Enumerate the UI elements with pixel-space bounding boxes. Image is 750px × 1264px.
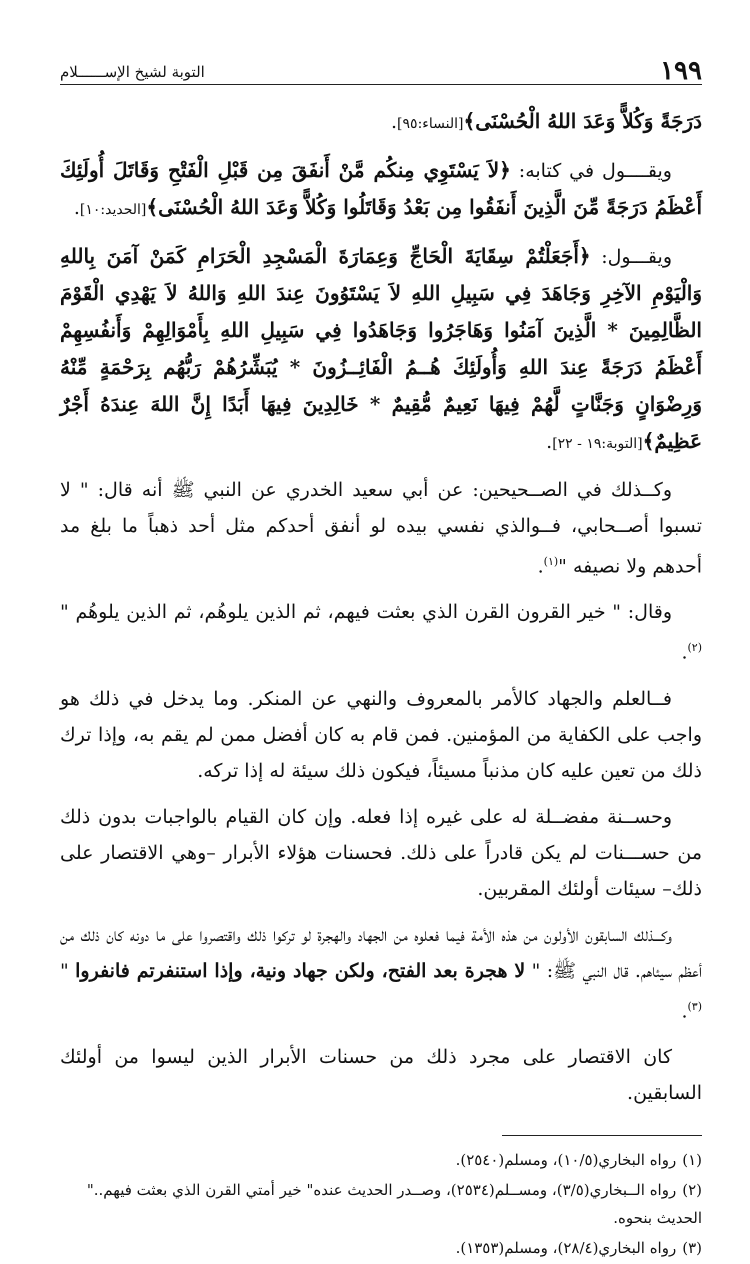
page-header — [60, 50, 702, 85]
paragraph-text: وكـــذلك السابقون الأولون من هذه الأمة فيما فعلوه من الجهاد والهجرة لو تركوا ذلك واقتصروا على ما دونه كان ذلك من أعظم سيئاهم. قال النبي ﷺ: " — [60, 923, 703, 982]
paragraph-text: كان الاقتصار على مجرد ذلك من حسنات الأبرار الذين ليسوا من أولئك السابقين. — [60, 1045, 702, 1104]
paragraph-text: . — [546, 431, 553, 453]
footnote-separator — [502, 1135, 702, 1136]
footnote — [60, 1146, 702, 1174]
footnote-number: (٣) — [682, 1238, 702, 1257]
running-title: التوبة لشيخ الإســــــلام — [60, 63, 205, 81]
paragraph-text: وكــذلك في الصــحيحين: عن أبي سعيد الخدري عن النبي ﷺ أنه قال: " لا تسبوا أصــحابي، فــوالذي نفسي بيده لو أنفق أحدكم مثل أحد ذهباً ما بلغ مد أحدهم ولا نصيفه " — [60, 479, 702, 578]
footnote-text: رواه البخاري(٢٨/٤)، ومسلم(١٣٥٣). — [455, 1238, 677, 1257]
main-text — [60, 103, 702, 1111]
paragraph-text: . — [537, 555, 544, 578]
paragraph-text: وحســنة مفضــلة له على غيره إذا فعله. وإن كان القيام بالواجبات بدون ذلك من حســـنات لم يكن قادراً على ذلك. فحسنات هؤلاء الأبرار –وهي الاقتصار على ذلك– سيئات أولئك المقربين. — [60, 805, 702, 900]
paragraph-text: . — [681, 641, 688, 664]
footnotes — [60, 1146, 702, 1262]
quran-verse: ﴿أَجَعَلْتُمْ سِقَايَةَ الْحَاجِّ وَعِمَارَةَ الْمَسْجِدِ الْحَرَامِ كَمَنْ آمَنَ بِاللهِ وَالْيَوْمِ الآخِرِ وَجَاهَدَ فِي سَبِيلِ اللهِ لاَ يَسْتَوُونَ عِندَ اللهِ وَاللهُ لاَ يَهْدِي الْقَوْمَ الظَّالِمِينَ * الَّذِينَ آمَنُوا وَهَاجَرُوا وَجَاهَدُوا فِي سَبِيلِ اللهِ بِأَمْوَالِهِمْ وَأَنفُسِهِمْ أَعْظَمُ دَرَجَةً عِندَ اللهِ وَأُولَئِكَ هُــمُ الْفَائِــزُونَ * يُبَشِّرُهُمْ رَبُّهُم بِرَحْمَةٍ مِّنْهُ وَرِضْوَانٍ وَجَنَّاتٍ لَّهُمْ فِيهَا نَعِيمٌ مُّقِيمٌ * خَالِدِينَ فِيهَا أَبَدًا إِنَّ اللهَ عِندَهُ أَجْرٌ عَظِيمٌ﴾ — [60, 244, 703, 453]
paragraph — [60, 152, 702, 228]
paragraph-text: ويقــــول في كتابه: — [510, 160, 672, 182]
footnote — [60, 1176, 702, 1232]
verse-reference: [النساء:٩٥] — [397, 116, 464, 132]
verse-reference: [الحديد:١٠] — [79, 202, 147, 218]
footnote — [60, 1234, 702, 1262]
paragraph — [60, 472, 702, 584]
footnote-marker: (٢) — [687, 641, 702, 655]
footnote-marker: (٣) — [687, 999, 702, 1013]
paragraph — [60, 799, 702, 907]
paragraph — [60, 681, 702, 789]
footnote-number: (٢) — [682, 1180, 702, 1199]
footnote-marker: (١) — [543, 555, 559, 568]
quran-verse: ﴿لاَ يَسْتَوِي مِنكُم مَّنْ أَنفَقَ مِن قَبْلِ الْفَتْحِ وَقَاتَلَ أُولَئِكَ أَعْظَمُ دَرَجَةً مِّنَ الَّذِينَ أَنفَقُوا مِن بَعْدُ وَقَاتَلُوا وَكُلاًّ وَعَدَ اللهُ الْحُسْنَى﴾ — [60, 158, 702, 219]
paragraph — [60, 103, 702, 142]
paragraph — [60, 1039, 702, 1111]
paragraph-text: " — [60, 959, 76, 982]
footnote-text: رواه البخاري(١٠/٥)، ومسلم(٢٥٤٠). — [455, 1150, 677, 1169]
paragraph-text: فــالعلم والجهاد كالأمر بالمعروف والنهي عن المنكر. وما يدخل في ذلك هو واجب على الكفاية من المؤمنين. فمن قام به كان أفضل ممن لم يقم به، وإذا ترك ذلك من تعين عليه كان مذنباً مسيئاً، فيكون ذلك سيئة له إذا تركه. — [60, 687, 702, 782]
hadith-text: لا هجرة بعد الفتح، ولكن جهاد ونية، وإذا استنفرتم فانفروا — [75, 959, 526, 982]
footnote-text: رواه الــبخاري(٣/٥)، ومســلم(٢٥٣٤)، وصــدر الحديث عنده" خير أمتي القرن الذي بعثت فيهم.." الحديث بنحوه. — [86, 1180, 702, 1227]
book-page — [60, 50, 702, 1264]
page-number: ١٩٩ — [660, 56, 702, 86]
paragraph — [60, 594, 702, 670]
paragraph — [60, 917, 702, 1029]
verse-reference: [التوبة:١٩ - ٢٢] — [552, 436, 643, 452]
footnote-number: (١) — [682, 1150, 702, 1169]
paragraph-text: ويقـــول: — [590, 246, 672, 268]
paragraph-text: . — [681, 999, 688, 1022]
paragraph-text: . — [391, 111, 398, 133]
paragraph — [60, 238, 702, 462]
paragraph-text: . — [73, 197, 80, 219]
quran-verse: دَرَجَةً وَكُلاًّ وَعَدَ اللهُ الْحُسْنَى﴾ — [463, 109, 702, 133]
paragraph-text: وقال: " خير القرون القرن الذي بعثت فيهم، ثم الذين يلوهُم، ثم الذين يلوهُم " — [60, 601, 672, 624]
